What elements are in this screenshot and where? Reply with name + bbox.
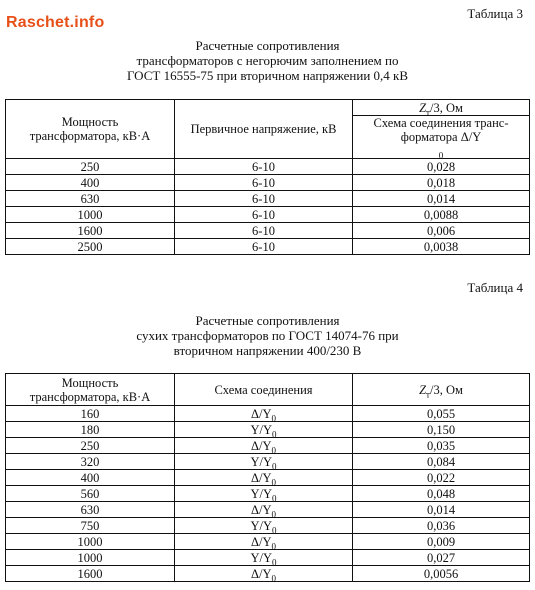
- table4-label: Таблица 4: [467, 280, 523, 295]
- table4-caption: [0, 313, 535, 358]
- power-cell: 1000: [6, 550, 175, 566]
- power-cell: 160: [6, 406, 175, 422]
- scheme-cell: $\Delta/Y_0$: [175, 502, 353, 518]
- z-cell: 0,028: [353, 159, 530, 175]
- power-cell: 1000: [6, 534, 175, 550]
- scheme-cell: $\Delta/Y_0$: [175, 566, 353, 582]
- z-cell: 0,027: [353, 550, 530, 566]
- scheme-cell: $Y/Y_0$: [175, 550, 353, 566]
- scheme-cell: $Y/Y_0$: [175, 422, 353, 438]
- site-logo: Raschet.info: [6, 14, 105, 31]
- power-cell: 180: [6, 422, 175, 438]
- table3-caption-line: трансформаторов с негорючим заполнением по: [136, 53, 399, 68]
- table3-header-z: $Z_т/3$, Ом: [353, 100, 530, 116]
- z-cell: 0,0038: [353, 239, 530, 255]
- power-cell: 2500: [6, 239, 175, 255]
- table3-caption: [0, 38, 535, 83]
- table4-header-z: $Z_т/3$, Ом: [353, 374, 530, 406]
- table3-caption-line: ГОСТ 16555-75 при вторичном напряжении 0,4 кВ: [126, 68, 409, 83]
- table-row: [6, 438, 530, 454]
- z-cell: 0,014: [353, 502, 530, 518]
- z-cell: 0,084: [353, 454, 530, 470]
- z-cell: 0,006: [353, 223, 530, 239]
- z-cell: 0,055: [353, 406, 530, 422]
- power-cell: 630: [6, 502, 175, 518]
- table3: [5, 99, 530, 255]
- power-cell: 630: [6, 191, 175, 207]
- scheme-cell: $Y/Y_0$: [175, 486, 353, 502]
- z-cell: 0,018: [353, 175, 530, 191]
- power-cell: 320: [6, 454, 175, 470]
- table-row: [6, 470, 530, 486]
- scheme-cell: $\Delta/Y_0$: [175, 534, 353, 550]
- scheme-cell: $\Delta/Y_0$: [175, 406, 353, 422]
- voltage-cell: 6-10: [175, 191, 353, 207]
- table3-header-power: Мощность трансформатора, кВ·А: [6, 100, 175, 159]
- scheme-cell: $\Delta/Y_0$: [175, 470, 353, 486]
- z-cell: 0,022: [353, 470, 530, 486]
- z-cell: 0,014: [353, 191, 530, 207]
- table4-header-scheme: Схема соединения: [175, 374, 353, 406]
- table4-caption-line: сухих трансформаторов по ГОСТ 14074-76 при: [136, 328, 399, 343]
- voltage-cell: 6-10: [175, 223, 353, 239]
- voltage-cell: 6-10: [175, 175, 353, 191]
- z-cell: 0,150: [353, 422, 530, 438]
- z-cell: 0,036: [353, 518, 530, 534]
- table3-header-primary-voltage: Первичное напряжение, кВ: [175, 100, 353, 159]
- table4-caption-line: вторичном напряжении 400/230 В: [173, 343, 362, 358]
- power-cell: 1600: [6, 223, 175, 239]
- z-cell: 0,048: [353, 486, 530, 502]
- power-cell: 1000: [6, 207, 175, 223]
- power-cell: 400: [6, 175, 175, 191]
- power-cell: 250: [6, 159, 175, 175]
- power-cell: 560: [6, 486, 175, 502]
- z-cell: 0,0056: [353, 566, 530, 582]
- scheme-cell: $\Delta/Y_0$: [175, 438, 353, 454]
- scheme-cell: $Y/Y_0$: [175, 454, 353, 470]
- table-row: [6, 502, 530, 518]
- voltage-cell: 6-10: [175, 239, 353, 255]
- voltage-cell: 6-10: [175, 207, 353, 223]
- power-cell: 1600: [6, 566, 175, 582]
- table-row: [6, 518, 530, 534]
- table-row: [6, 550, 530, 566]
- voltage-cell: 6-10: [175, 159, 353, 175]
- table-row: [6, 207, 530, 223]
- table-row: [6, 406, 530, 422]
- z-cell: 0,0088: [353, 207, 530, 223]
- z-cell: 0,035: [353, 438, 530, 454]
- table3-caption-line: Расчетные сопротивления: [195, 38, 340, 53]
- table4-caption-line: Расчетные сопротивления: [195, 313, 340, 328]
- table-row: [6, 175, 530, 191]
- table3-label: Таблица 3: [467, 6, 523, 21]
- table-row: [6, 454, 530, 470]
- z-cell: 0,009: [353, 534, 530, 550]
- table3-header-scheme: Схема соединения транс- форматора Δ/Y $_0$: [353, 116, 530, 159]
- table-row: [6, 191, 530, 207]
- scheme-cell: $Y/Y_0$: [175, 518, 353, 534]
- power-cell: 400: [6, 470, 175, 486]
- table4-header-power: Мощность трансформатора, кВ·А: [6, 374, 175, 406]
- table-row: [6, 159, 530, 175]
- table-row: [6, 422, 530, 438]
- table-row: [6, 486, 530, 502]
- power-cell: 750: [6, 518, 175, 534]
- table4: [5, 373, 530, 582]
- power-cell: 250: [6, 438, 175, 454]
- table-row: [6, 566, 530, 582]
- table-row: [6, 534, 530, 550]
- table-row: [6, 223, 530, 239]
- table-row: [6, 239, 530, 255]
